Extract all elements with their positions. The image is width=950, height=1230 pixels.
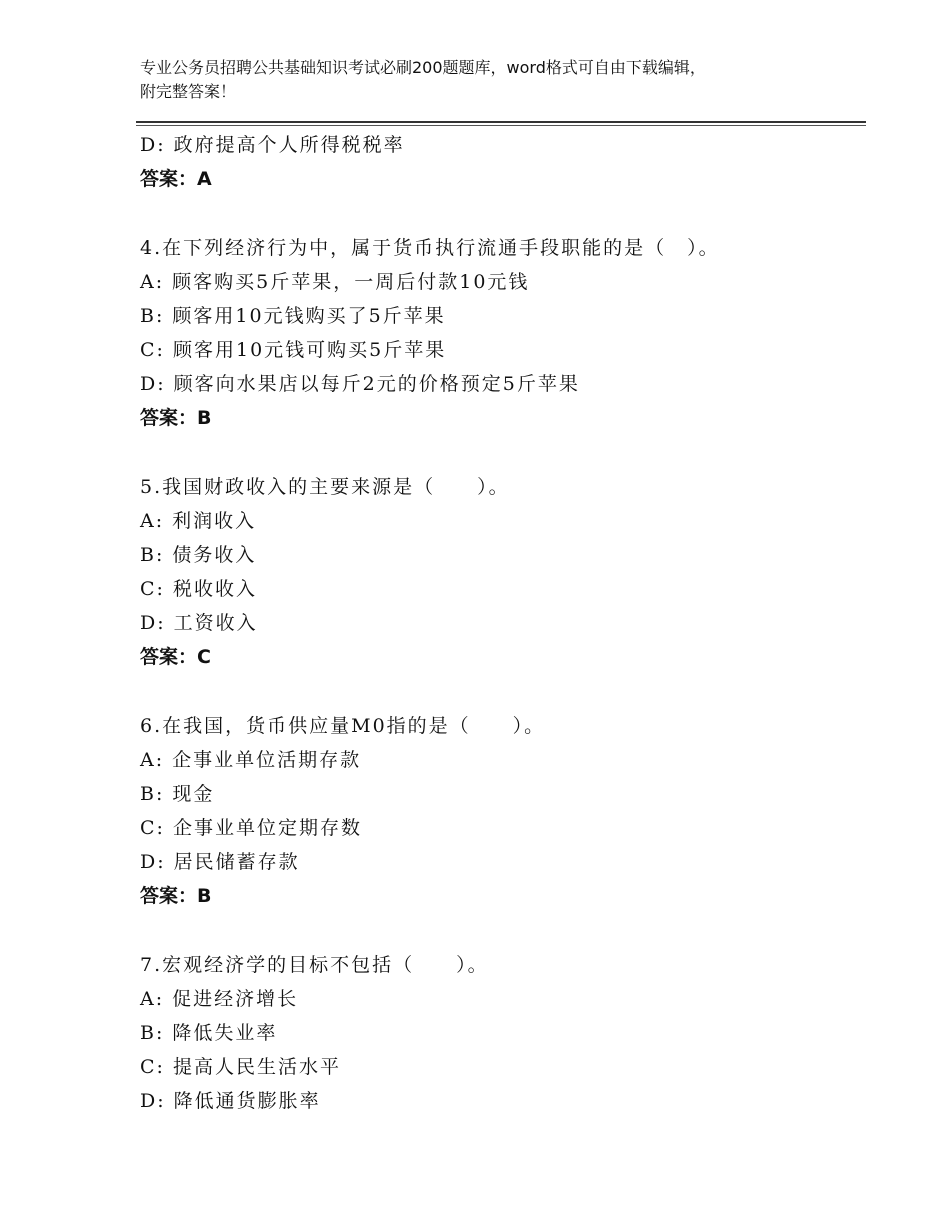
question-stem: 5.我国财政收入的主要来源是（ ）。 [140, 476, 510, 498]
option-d: D: 降低通货膨胀率 [140, 1090, 321, 1112]
question-block [140, 470, 860, 674]
answer: 答案：C [140, 646, 211, 668]
spacer [140, 196, 860, 231]
prev-option-d: D: 政府提高个人所得税税率 [140, 134, 405, 156]
header-line-1: 专业公务员招聘公共基础知识考试必刷200题题库，word格式可自由下载编辑， [140, 58, 706, 77]
answer: 答案：B [140, 407, 212, 429]
option-c: C: 提高人民生活水平 [140, 1056, 341, 1078]
question-stem: 6.在我国，货币供应量M0指的是（ ）。 [140, 715, 546, 737]
option-b: B: 降低失业率 [140, 1022, 278, 1044]
page-header [140, 56, 840, 104]
header-divider [136, 121, 866, 123]
spacer [140, 674, 860, 709]
question-block [140, 948, 860, 1118]
option-c: C: 顾客用10元钱可购买5斤苹果 [140, 339, 447, 361]
option-a: A: 促进经济增长 [140, 988, 299, 1010]
spacer [140, 913, 860, 948]
option-a: A: 利润收入 [140, 510, 257, 532]
question-stem: 4.在下列经济行为中，属于货币执行流通手段职能的是（ ）。 [140, 237, 720, 259]
option-c: C: 税收收入 [140, 578, 257, 600]
option-d: D: 顾客向水果店以每斤2元的价格预定5斤苹果 [140, 373, 580, 395]
option-a: A: 顾客购买5斤苹果，一周后付款10元钱 [140, 271, 530, 293]
header-divider-thin [136, 125, 866, 126]
question-list [140, 128, 860, 1118]
option-b: B: 债务收入 [140, 544, 257, 566]
header-line-2: 附完整答案！ [140, 82, 237, 101]
question-block [140, 709, 860, 913]
option-d: D: 居民储蓄存款 [140, 851, 300, 873]
option-a: A: 企事业单位活期存款 [140, 749, 362, 771]
option-b: B: 顾客用10元钱购买了5斤苹果 [140, 305, 446, 327]
question-stem: 7.宏观经济学的目标不包括（ ）。 [140, 954, 489, 976]
option-b: B: 现金 [140, 783, 215, 805]
question-block [140, 231, 860, 435]
option-c: C: 企事业单位定期存数 [140, 817, 362, 839]
answer: 答案：B [140, 885, 212, 907]
prev-answer: 答案：A [140, 168, 212, 190]
spacer [140, 435, 860, 470]
option-d: D: 工资收入 [140, 612, 258, 634]
